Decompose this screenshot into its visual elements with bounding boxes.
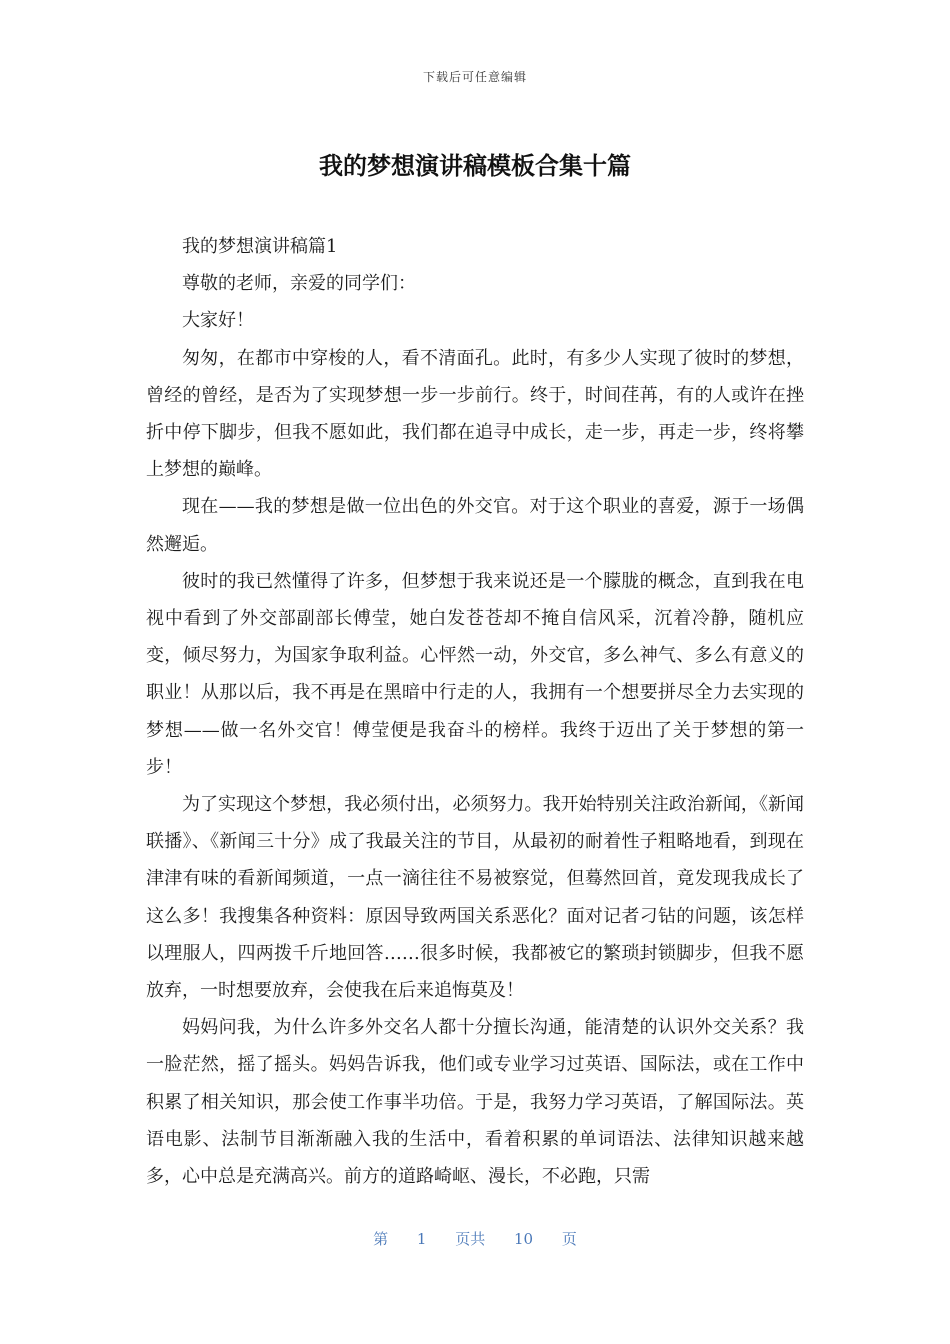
page-number-footer xyxy=(0,1228,950,1249)
paragraph: 彼时的我已然懂得了许多，但梦想于我来说还是一个朦胧的概念，直到我在电视中看到了外交部副部长傅莹，她白发苍苍却不掩自信风采，沉着冷静，随机应变，倾尽努力，为国家争取利益。心怦然一动，外交官，多么神气、多么有意义的职业！从那以后，我不再是在黑暗中行走的人，我拥有一个想要拼尽全力去实现的梦想——做一名外交官！傅莹便是我奋斗的榜样。我终于迈出了关于梦想的第一步！ xyxy=(146,570,804,778)
paragraph: 大家好！ xyxy=(182,310,254,332)
header-note: 下载后可任意编辑 xyxy=(422,70,527,84)
footer-total-pages: 10 xyxy=(514,1230,534,1248)
footer-current-page: 1 xyxy=(416,1230,427,1248)
paragraph: 妈妈问我，为什么许多外交名人都十分擅长沟通，能清楚的认识外交关系？我一脸茫然，摇了摇头。妈妈告诉我，他们或专业学习过英语、国际法，或在工作中积累了相关知识，那会使工作事半功倍。于是，我努力学习英语，了解国际法。英语电影、法制节目渐渐融入我的生活中，看着积累的单词语法、法律知识越来越多，心中总是充满高兴。前方的道路崎岖、漫长，不必跑，只需 xyxy=(146,1017,804,1188)
footer-label-total-suffix: 页 xyxy=(561,1230,577,1248)
document-body xyxy=(146,228,804,1195)
paragraph: 匆匆，在都市中穿梭的人，看不清面孔。此时，有多少人实现了彼时的梦想，曾经的曾经，是否为了实现梦想一步一步前行。终于，时间荏苒，有的人或许在挫折中停下脚步，但我不愿如此，我们都在追寻中成长，走一步，再走一步，终将攀上梦想的巅峰。 xyxy=(146,347,804,481)
paragraph: 现在——我的梦想是做一位出色的外交官。对于这个职业的喜爱，源于一场偶然邂逅。 xyxy=(146,496,804,555)
paragraph: 为了实现这个梦想，我必须付出，必须努力。我开始特别关注政治新闻，《新闻联播》、《新闻三十分》成了我最关注的节目，从最初的耐着性子粗略地看，到现在津津有味的看新闻频道，一点一滴往往不易被察觉，但蓦然回首，竟发现我成长了这么多！我搜集各种资料：原因导致两国关系恶化？面对记者刁钻的问题，该怎样以理服人，四两拨千斤地回答……很多时候，我都被它的繁琐封锁脚步，但我不愿放弃，一时想要放弃，会使我在后来追悔莫及！ xyxy=(146,794,804,1002)
paragraph: 尊敬的老师，亲爱的同学们： xyxy=(182,273,416,295)
footer-label-total-prefix: 页共 xyxy=(455,1230,486,1248)
footer-label-page: 第 xyxy=(373,1230,389,1248)
paragraph: 我的梦想演讲稿篇1 xyxy=(182,236,338,257)
document-title: 我的梦想演讲稿模板合集十篇 xyxy=(319,152,631,180)
